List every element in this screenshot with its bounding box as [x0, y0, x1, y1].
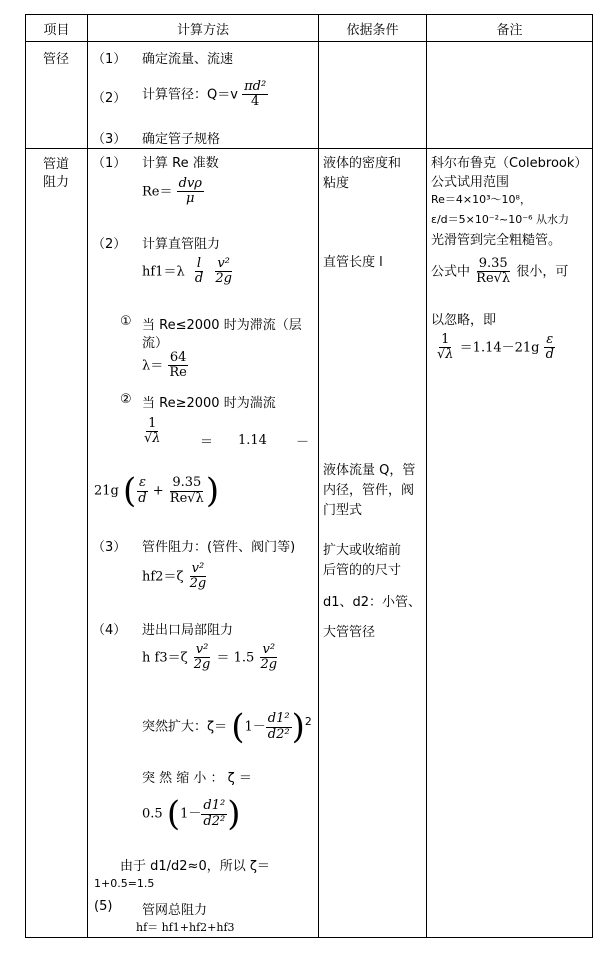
- step-number: （2）: [92, 237, 127, 252]
- case-text: 流）: [142, 336, 169, 351]
- row-label-line: 管道: [43, 157, 70, 172]
- step-number: （2）: [92, 91, 127, 106]
- header-condition: 依据条件: [319, 15, 427, 42]
- note-formula-term: 公式中 $\frac{9.35}{Re√\lambda}$ 很小，可: [431, 256, 569, 287]
- case-text: 当 Re≥2000 时为湍流: [142, 396, 276, 411]
- case-text: 当 Re≤2000 时为滞流（层: [142, 318, 302, 333]
- note-line: ε/d＝5×10⁻²~10⁻⁶ 从水力: [431, 213, 569, 226]
- note-formula: $\frac{1}{√\lambda}$ ＝1.14－21g $\frac{\varepsilon}{d}$: [437, 332, 554, 363]
- condition-diameters: d1、d2：小管、: [323, 595, 422, 610]
- step-text: 确定管子规格: [142, 132, 221, 147]
- note-line: 以忽略，即: [431, 313, 497, 328]
- step-number: （3）: [92, 540, 127, 555]
- formula-re: Re＝ $\frac{\text{dvρ}}{\mu}$: [142, 176, 202, 207]
- condition-flow: 液体流量 Q，管: [323, 463, 416, 478]
- note-line: 公式试用范围: [431, 175, 510, 190]
- condition-density: 液体的密度和: [323, 156, 402, 171]
- step-number: （3）: [92, 132, 127, 147]
- formula-colebrook-rhs: 21g ( $\frac{\varepsilon}{d}$ + $\frac{9.35}{Re√\lambda}$ ): [94, 471, 220, 511]
- formula-hf1: hf1＝λ $\frac{l}{d}$ $\frac{\text{v²}}{2g}$: [142, 256, 232, 287]
- conclusion-value: 1+0.5=1.5: [94, 877, 155, 890]
- step-number: （1）: [92, 156, 127, 171]
- step-text: 计算直管阻力: [142, 237, 221, 252]
- formula-hf2: hf2＝ζ $\frac{\text{v²}}{2g}$: [142, 561, 207, 592]
- row-label-pipe-diameter: 管径: [43, 52, 70, 67]
- note-line: 光滑管到完全粗糙管。: [431, 233, 562, 248]
- header-row: [26, 15, 593, 42]
- row-pipe-diameter: [26, 42, 593, 149]
- row-pipe-resistance: [26, 149, 593, 938]
- formula-colebrook-lhs: $\frac{1}{√\lambda}$: [144, 416, 161, 447]
- condition-size: 后管的的尺寸: [323, 563, 402, 578]
- condition-density: 粘度: [323, 176, 350, 191]
- step-text: 进出口局部阻力: [142, 623, 234, 638]
- step-text: 管件阻力：(管件、阀门等): [142, 540, 296, 555]
- step-number: （1）: [92, 52, 127, 67]
- formula-total: hf＝ hf1+hf2+hf3: [136, 921, 235, 934]
- note-line: 科尔布鲁克（Colebrook）: [431, 156, 588, 171]
- header-note: 备注: [427, 15, 593, 42]
- equals-sign: ＝: [200, 435, 214, 450]
- calc-table: [25, 14, 593, 938]
- formula-hf3: h f3＝ζ $\frac{\text{v²}}{2g}$ ＝ 1.5 $\frac{\text{v²}}{2g}$: [142, 642, 278, 673]
- step-text: 确定流量、流速: [142, 52, 234, 67]
- formula-diameter: [142, 80, 268, 110]
- condition-flow: 门型式: [323, 503, 363, 518]
- header-method: 计算方法: [88, 15, 319, 42]
- conclusion-text: 由于 d1/d2≈0，所以 ζ＝: [120, 859, 270, 874]
- formula-expansion: 突然扩大：ζ＝ (1－ $\frac{\text{d1²}}{\text{d2²}}$ )$^2$: [142, 707, 312, 747]
- case-mark: ①: [120, 314, 132, 329]
- note-line: Re＝4×10³～10⁸，: [431, 193, 531, 206]
- condition-length: 直管长度 l: [323, 255, 383, 270]
- step-number: （4）: [92, 623, 127, 638]
- step-text: 计算 Re 准数: [142, 156, 219, 171]
- condition-size: 扩大或收缩前: [323, 543, 402, 558]
- formula-lambda: λ＝ $\frac{64}{Re}$: [142, 350, 187, 381]
- formula-contraction: 0.5 (1－ $\frac{\text{d1²}}{\text{d2²}}$ ): [142, 794, 241, 834]
- constant-value: 1.14: [238, 433, 267, 448]
- condition-flow: 内径，管件，阀: [323, 483, 415, 498]
- formula-text: 计算管径：Q＝v: [142, 87, 238, 103]
- header-item: 项目: [26, 15, 88, 42]
- minus-sign: －: [296, 435, 310, 450]
- formula-fraction: $\frac{\text{πd²}}{4}$: [244, 79, 267, 110]
- condition-diameters: 大管管径: [323, 625, 376, 640]
- step-number: (5): [94, 899, 113, 914]
- row-label-line: 阻力: [43, 175, 70, 190]
- step-text: 管网总阻力: [142, 903, 208, 918]
- case-mark: ②: [120, 392, 132, 407]
- contraction-text: 突 然 缩 小 ： ζ ＝: [142, 771, 252, 786]
